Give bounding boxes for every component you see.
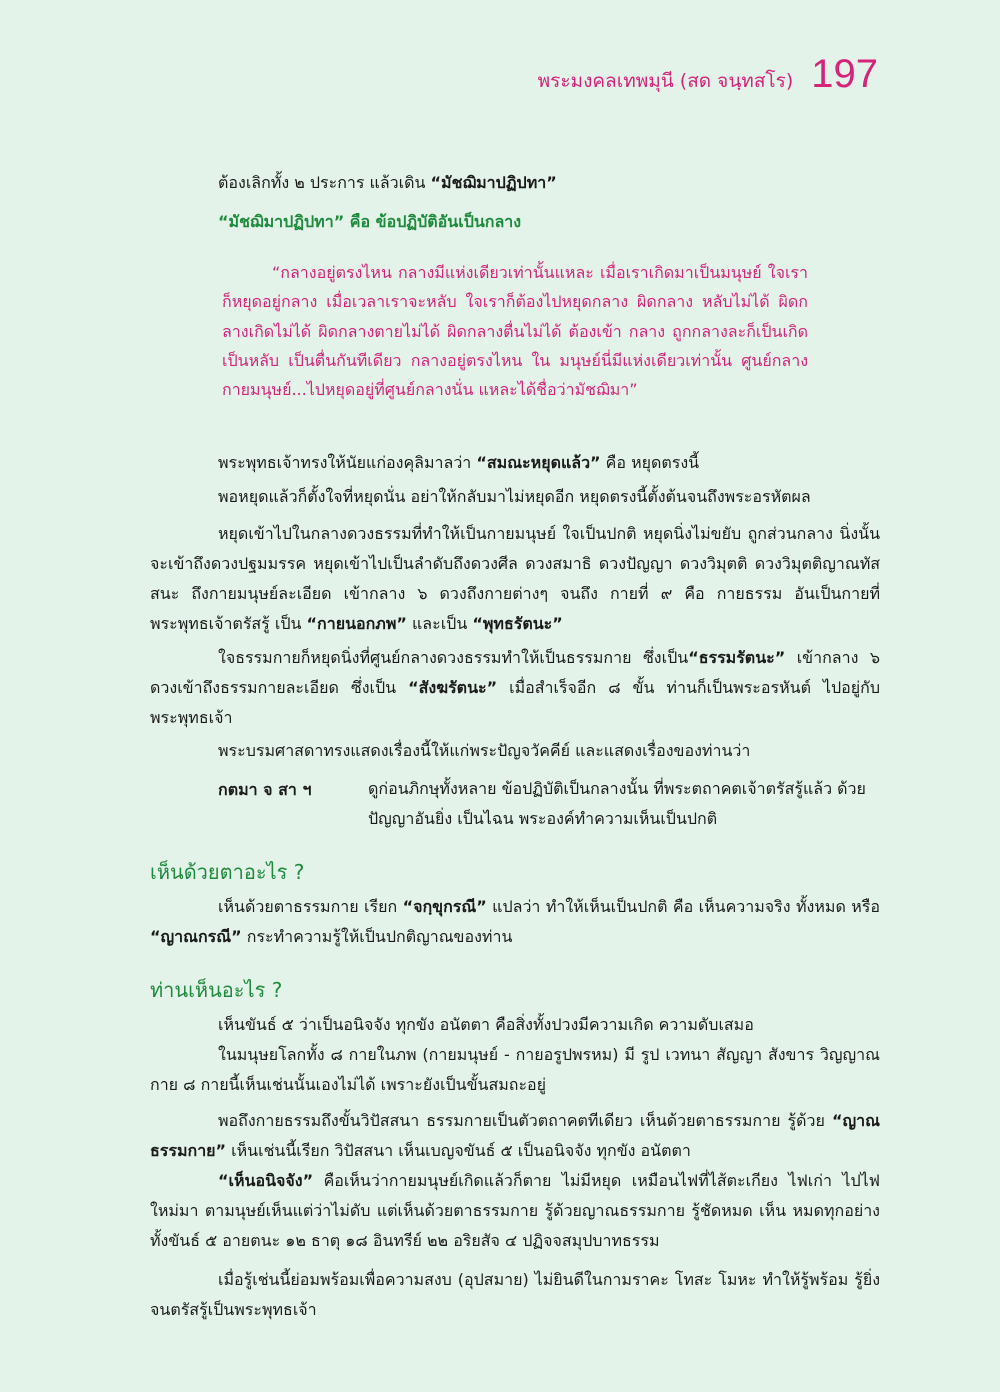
page-number: 197 xyxy=(811,52,878,96)
subheading-middle-way: “มัชฌิมาปฏิปทา” คือ ข้อปฏิบัติอันเป็นกลาง xyxy=(218,212,522,231)
dhammakaya-text: หยุดเข้าไปในกลางดวงธรรมที่ทำให้เป็นกายมนุษย์ ใจเป็นปกติ หยุดนิ่งไม่ขยับ ถูกส่วนกลาง นิ่งนั้น จะเข้าถึงดวงปฐมมรรค หยุดเข้าไปเป็นลำดับถึงดวงศีล ดวงสมาธิ ดวงปัญญา ดวงวิมุตติ ดวงวิมุตติญาณทัสสนะ ถึงกายมนุษย์ละเอียด เข้ากลาง ๖ ดวงถึงกายต่างๆ จนถึง กายที่ ๙ คือ กายธรรม อันเป็นกายที่พระพุทธเจ้าตรัสรู้ เป็น xyxy=(150,524,880,633)
paragraph-vipassana xyxy=(150,1106,880,1166)
paragraph-anicca xyxy=(150,1166,880,1256)
paragraph-stop: พอหยุดแล้วก็ตั้งใจที่หยุดนั่น อย่าให้กลับมาไม่หยุดอีก หยุดตรงนี้ตั้งต้นจนถึงพระอรหัตผล xyxy=(218,487,811,506)
intro-bold: “มัชฌิมาปฏิปทา” xyxy=(430,173,557,192)
vipassana-text: พอถึงกายธรรมถึงขั้นวิปัสสนา ธรรมกายเป็นตัวตถาคตทีเดียว เห็นด้วยตาธรรมกาย รู้ด้วย xyxy=(218,1111,833,1130)
gem-text: ใจธรรมกายก็หยุดนิ่งที่ศูนย์กลางดวงธรรมทำให้เป็นธรรมกาย ซึ่งเป็น xyxy=(218,648,689,667)
pali-verse-label: กตมา จ สา ฯ xyxy=(218,780,312,799)
see-bold1: “จกฺขุกรณี” xyxy=(402,897,487,916)
running-header xyxy=(538,52,878,97)
paragraph-eight-bodies: ในมนุษยโลกทั้ง ๘ กายในภพ (กายมนุษย์ - กายอรูปพรหม) มี รูป เวทนา สัญญา สังขาร วิญญาณ กาย ๘ กายนี้เห็นเช่นนั้นเองไม่ได้ เพราะยังเป็นขั้นสมถะอยู่ xyxy=(150,1045,880,1094)
see-tail: กระทำความรู้ให้เป็นปกติญาณของท่าน xyxy=(241,927,513,946)
paragraph-see-with xyxy=(150,892,880,952)
paragraph-dhamma-gem xyxy=(150,643,880,733)
paragraph-angulimala xyxy=(218,448,880,478)
angulimala-text: พระพุทธเจ้าทรงให้นัยแก่องคุลิมาลว่า xyxy=(218,453,477,472)
vipassana-bold: “ญาณธรรมกาย” xyxy=(150,1111,880,1160)
angulimala-bold: “สมณะหยุดแล้ว” xyxy=(476,453,601,472)
see-bold2: “ญาณกรณี” xyxy=(150,927,242,946)
section-heading-see-with-what: เห็นด้วยตาอะไร ? xyxy=(150,860,305,884)
header-title: พระมงคลเทพมุนี (สด จนฺทสโร) xyxy=(537,70,794,92)
gem-mid: เข้ากลาง ๖ ดวงเข้าถึงธรรมกายละเอียด ซึ่งเป็น xyxy=(150,648,881,697)
dhammakaya-bold1: “กายนอกภพ” xyxy=(306,614,407,633)
anicca-bold: “เห็นอนิจจัง” xyxy=(218,1171,314,1190)
anicca-text: คือเห็นว่ากายมนุษย์เกิดแล้วก็ตาย ไม่มีหยุด เหมือนไฟที่ไส้ตะเกียง ไฟเก่า ไปไฟใหม่มา ตามนุษย์เห็นแต่ว่าไม่ดับ แต่เห็นด้วยตาธรรมกาย รู้ด้วยญาณธรรมกาย รู้ชัดหมด เห็น หมดทุกอย่างทั้งขันธ์ ๕ อายตนะ ๑๒ ธาตุ ๑๘ อินทรีย์ ๒๒ อริยสัจ ๔ ปฏิจจสมุปบาทธรรม xyxy=(150,1171,880,1250)
section-heading-what-seen: ท่านเห็นอะไร ? xyxy=(150,978,283,1002)
quote-block xyxy=(222,258,808,404)
gem-bold2: “สังฆรัตนะ” xyxy=(408,678,498,697)
see-text: เห็นด้วยตาธรรมกาย เรียก xyxy=(218,897,403,916)
gem-tail: เมื่อสำเร็จอีก ๘ ขั้น ท่านก็เป็นพระอรหันต์ ไปอยู่กับพระพุทธเจ้า xyxy=(150,678,880,727)
paragraph-dhammakaya xyxy=(150,519,880,639)
intro-text: ต้องเลิกทั้ง ๒ ประการ แล้วเดิน xyxy=(218,173,431,192)
quote-text: “กลางอยู่ตรงไหน กลางมีแห่งเดียวเท่านั้นแหละ เมื่อเราเกิดมาเป็นมนุษย์ ใจเราก็หยุดอยู่กลาง เมื่อเวลาเราจะหลับ ใจเราก็ต้องไปหยุดกลาง ผิดกลาง หลับไม่ได้ ผิดกลางเกิดไม่ได้ ผิดกลางตายไม่ได้ ผิดกลางตื่นไม่ได้ ต้องเข้า กลาง ถูกกลางละก็เป็นเกิด เป็นหลับ เป็นตื่นกันทีเดียว กลางอยู่ตรงไหน ใน มนุษย์นี่มีแห่งเดียวเท่านั้น ศูนย์กลางกายมนุษย์...ไปหยุดอยู่ที่ศูนย์กลางนั่น แหละได้ชื่อว่ามัชฌิมา” xyxy=(222,263,808,400)
pali-verse-translation: ดูก่อนภิกษุทั้งหลาย ข้อปฏิบัติเป็นกลางนั้น ที่พระตถาคตเจ้าตรัสรู้แล้ว ด้วยปัญญาอันยิ่ง เป็นไฉน พระองค์ทำความเห็นเป็นปกติ xyxy=(368,779,866,828)
paragraph-khandha: เห็นขันธ์ ๕ ว่าเป็นอนิจจัง ทุกขัง อนัตตา คือสิ่งทั้งปวงมีความเกิด ความดับเสมอ xyxy=(218,1015,754,1034)
angulimala-tail: คือ หยุดตรงนี้ xyxy=(600,453,700,472)
dhammakaya-mid: และเป็น xyxy=(406,614,473,633)
paragraph-enlightenment: เมื่อรู้เช่นนี้ย่อมพร้อมเพื่อความสงบ (อุปสมาย) ไม่ยินดีในกามราคะ โทสะ โมหะ ทำให้รู้พร้อม รู้ยิ่ง จนตรัสรู้เป็นพระพุทธเจ้า xyxy=(150,1270,880,1319)
dhammakaya-bold2: “พุทธรัตนะ” xyxy=(472,614,563,633)
paragraph-intro xyxy=(218,168,880,198)
vipassana-tail: เห็นเช่นนี้เรียก วิปัสสนา เห็นเบญจขันธ์ ๕ เป็นอนิจจัง ทุกขัง อนัตตา xyxy=(226,1141,691,1160)
gem-bold1: “ธรรมรัตนะ” xyxy=(688,648,786,667)
paragraph-teaching: พระบรมศาสดาทรงแสดงเรื่องนี้ให้แก่พระปัญจวัคคีย์ และแสดงเรื่องของท่านว่า xyxy=(218,741,751,760)
see-mid: แปลว่า ทำให้เห็นเป็นปกติ คือ เห็นความจริง ทั้งหมด หรือ xyxy=(486,897,880,916)
